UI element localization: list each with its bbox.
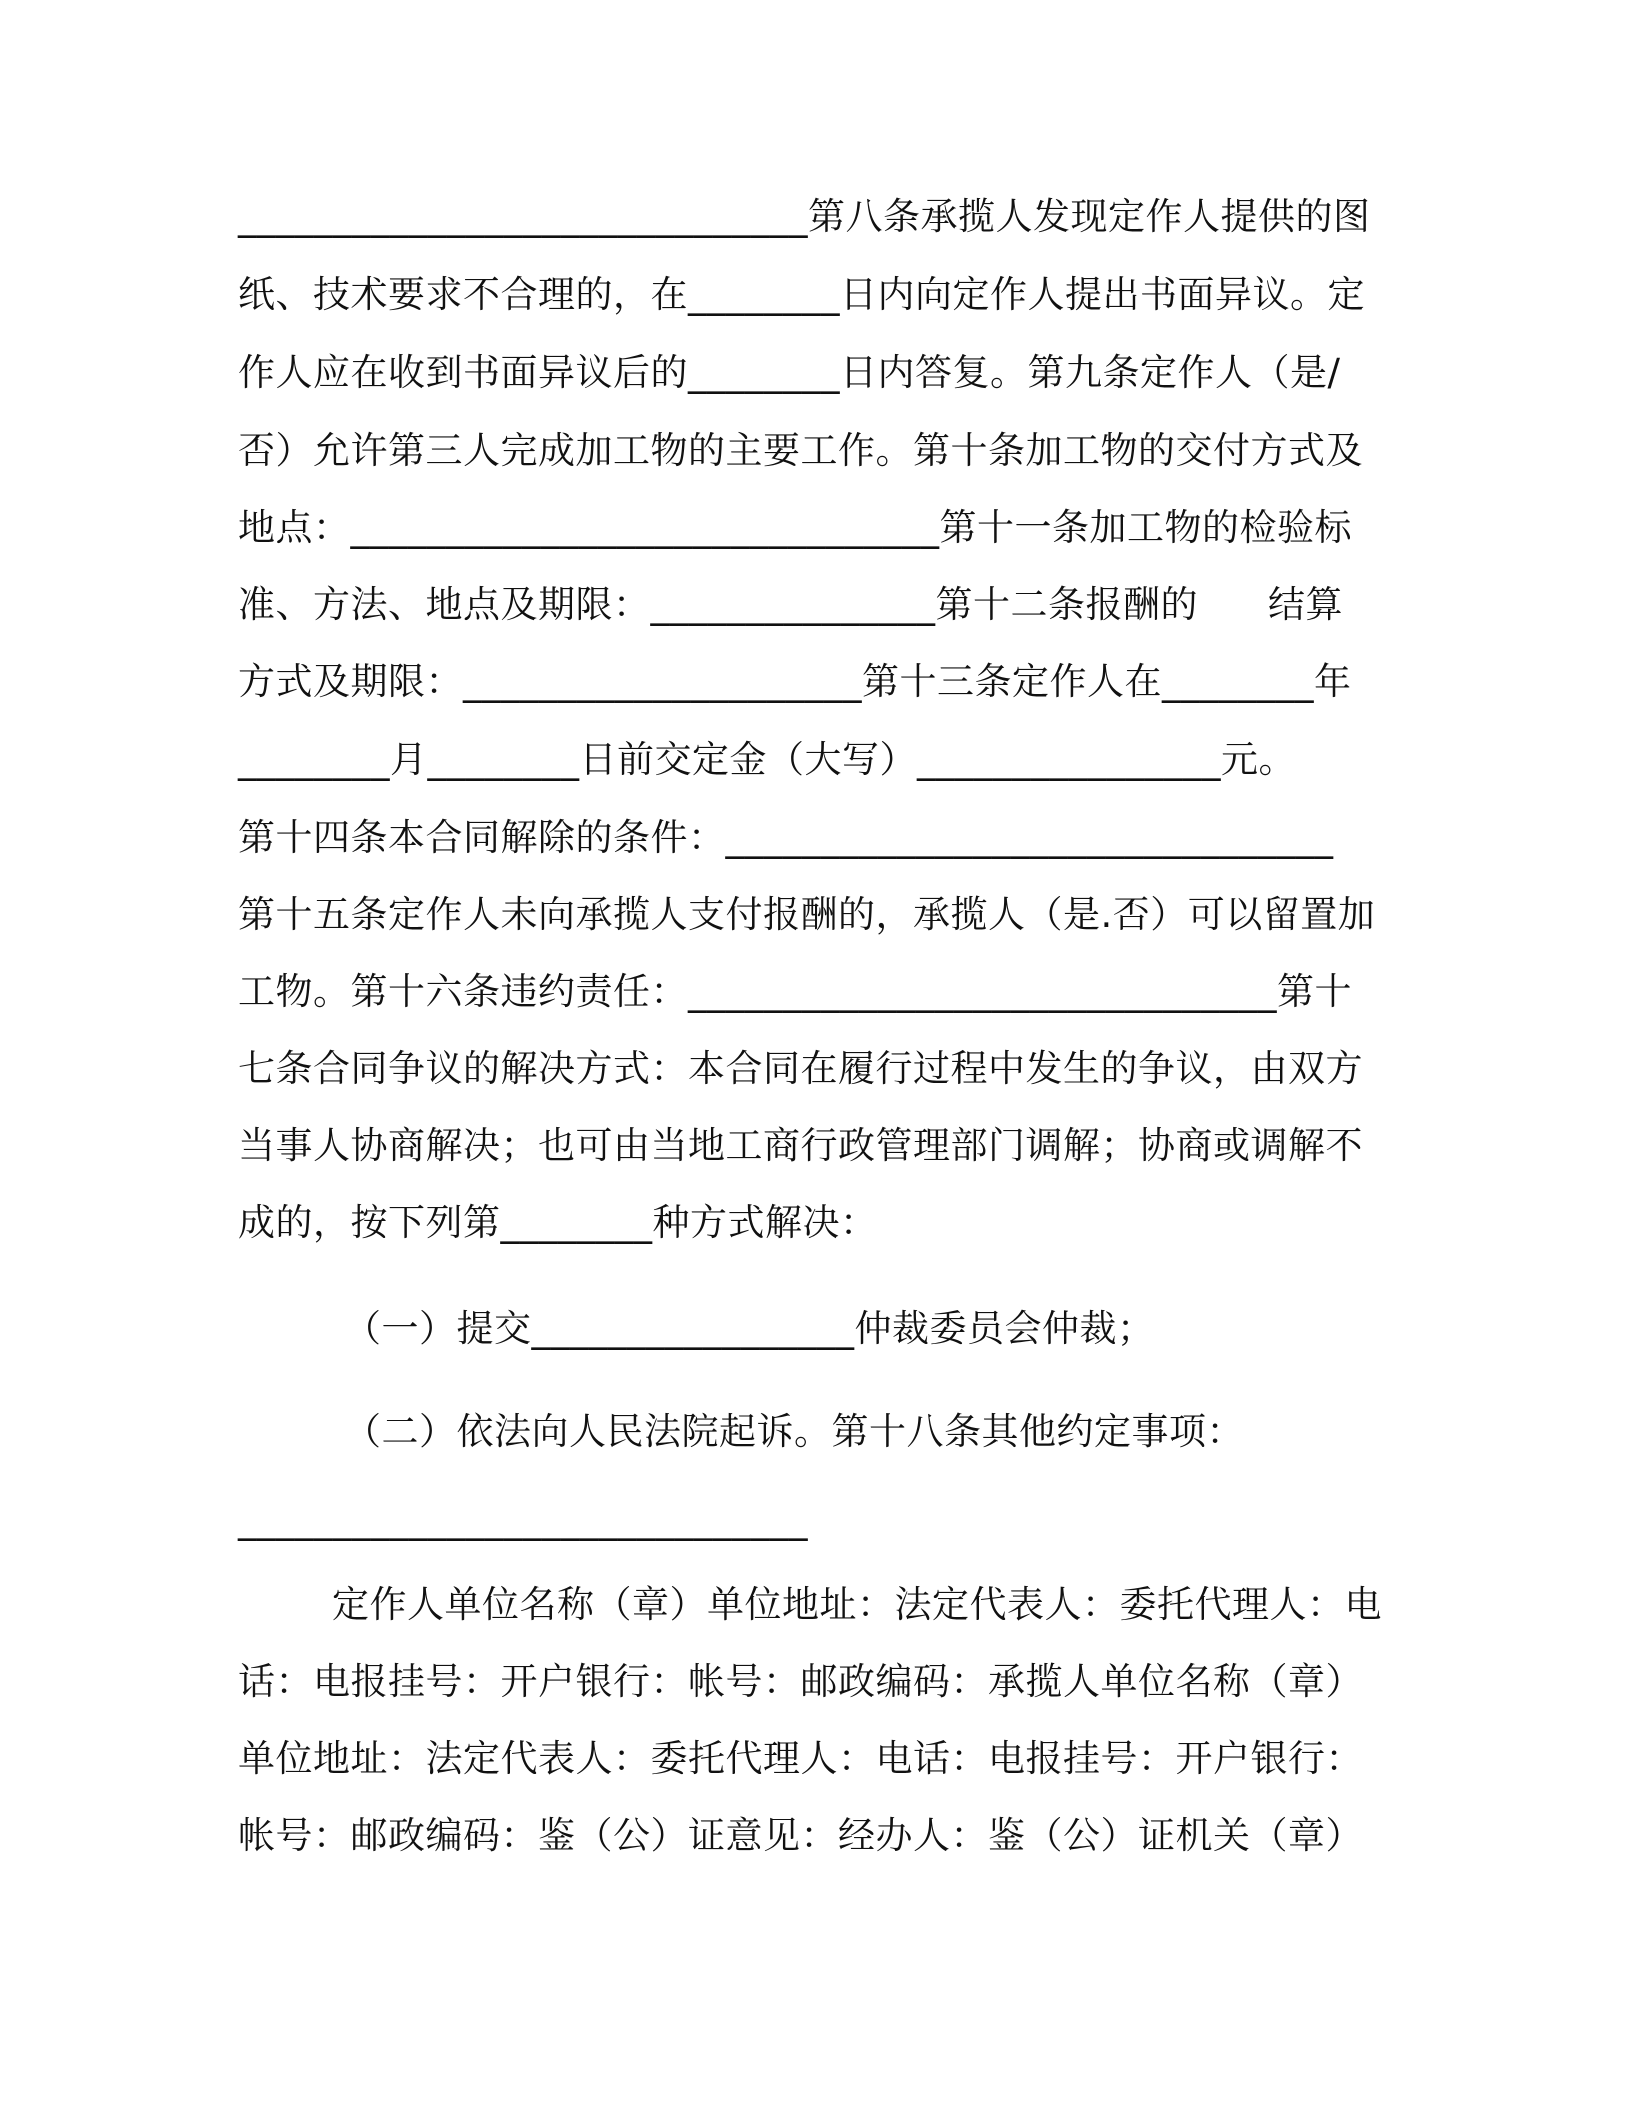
- text-line: （一）提交_________________仲裁委员会仲裁；: [344, 1307, 1155, 1350]
- text-line: 第十五条定作人未向承揽人支付报酬的，承揽人（是.否）可以留置加: [238, 893, 1376, 936]
- text-line: 成的，按下列第________种方式解决：: [238, 1201, 878, 1244]
- text-line: 纸、技术要求不合理的，在________日内向定作人提出书面异议。定: [238, 273, 1365, 316]
- text-line-head: 准、方法、地点及期限：_______________第十二条报酬的: [238, 583, 1198, 626]
- text-line: 话：电报挂号：开户银行：帐号：邮政编码：承揽人单位名称（章）: [238, 1660, 1363, 1703]
- text-line: 七条合同争议的解决方式：本合同在履行过程中发生的争议，由双方: [238, 1047, 1363, 1090]
- text-line: 方式及期限：_____________________第十三条定作人在________年: [238, 660, 1352, 703]
- text-line: 否）允许第三人完成加工物的主要工作。第十条加工物的交付方式及: [238, 429, 1363, 472]
- text-line: [238, 580, 1398, 630]
- text-line-tail: 结算: [1268, 583, 1343, 626]
- text-line: ______________________________: [238, 1498, 808, 1541]
- text-line: ______________________________第八条承揽人发现定作人提供的图: [238, 195, 1371, 238]
- text-line: 第十四条本合同解除的条件：________________________________: [238, 816, 1334, 859]
- text-line: 定作人单位名称（章）单位地址：法定代表人：委托代理人：电: [332, 1583, 1382, 1626]
- text-line: ________月________日前交定金（大写）________________元。: [238, 738, 1296, 781]
- text-line: 帐号：邮政编码：鉴（公）证意见：经办人：鉴（公）证机关（章）: [238, 1814, 1363, 1857]
- text-line: （二）依法向人民法院起诉。第十八条其他约定事项：: [344, 1410, 1244, 1453]
- text-line: 单位地址：法定代表人：委托代理人：电话：电报挂号：开户银行：: [238, 1737, 1363, 1780]
- text-line: 地点：_______________________________第十一条加工物的检验标: [238, 506, 1352, 549]
- text-line: 当事人协商解决；也可由当地工商行政管理部门调解；协商或调解不: [238, 1124, 1363, 1167]
- text-line: 工物。第十六条违约责任：_______________________________第十: [238, 970, 1352, 1013]
- text-line: 作人应在收到书面异议后的________日内答复。第九条定作人（是/: [238, 351, 1341, 394]
